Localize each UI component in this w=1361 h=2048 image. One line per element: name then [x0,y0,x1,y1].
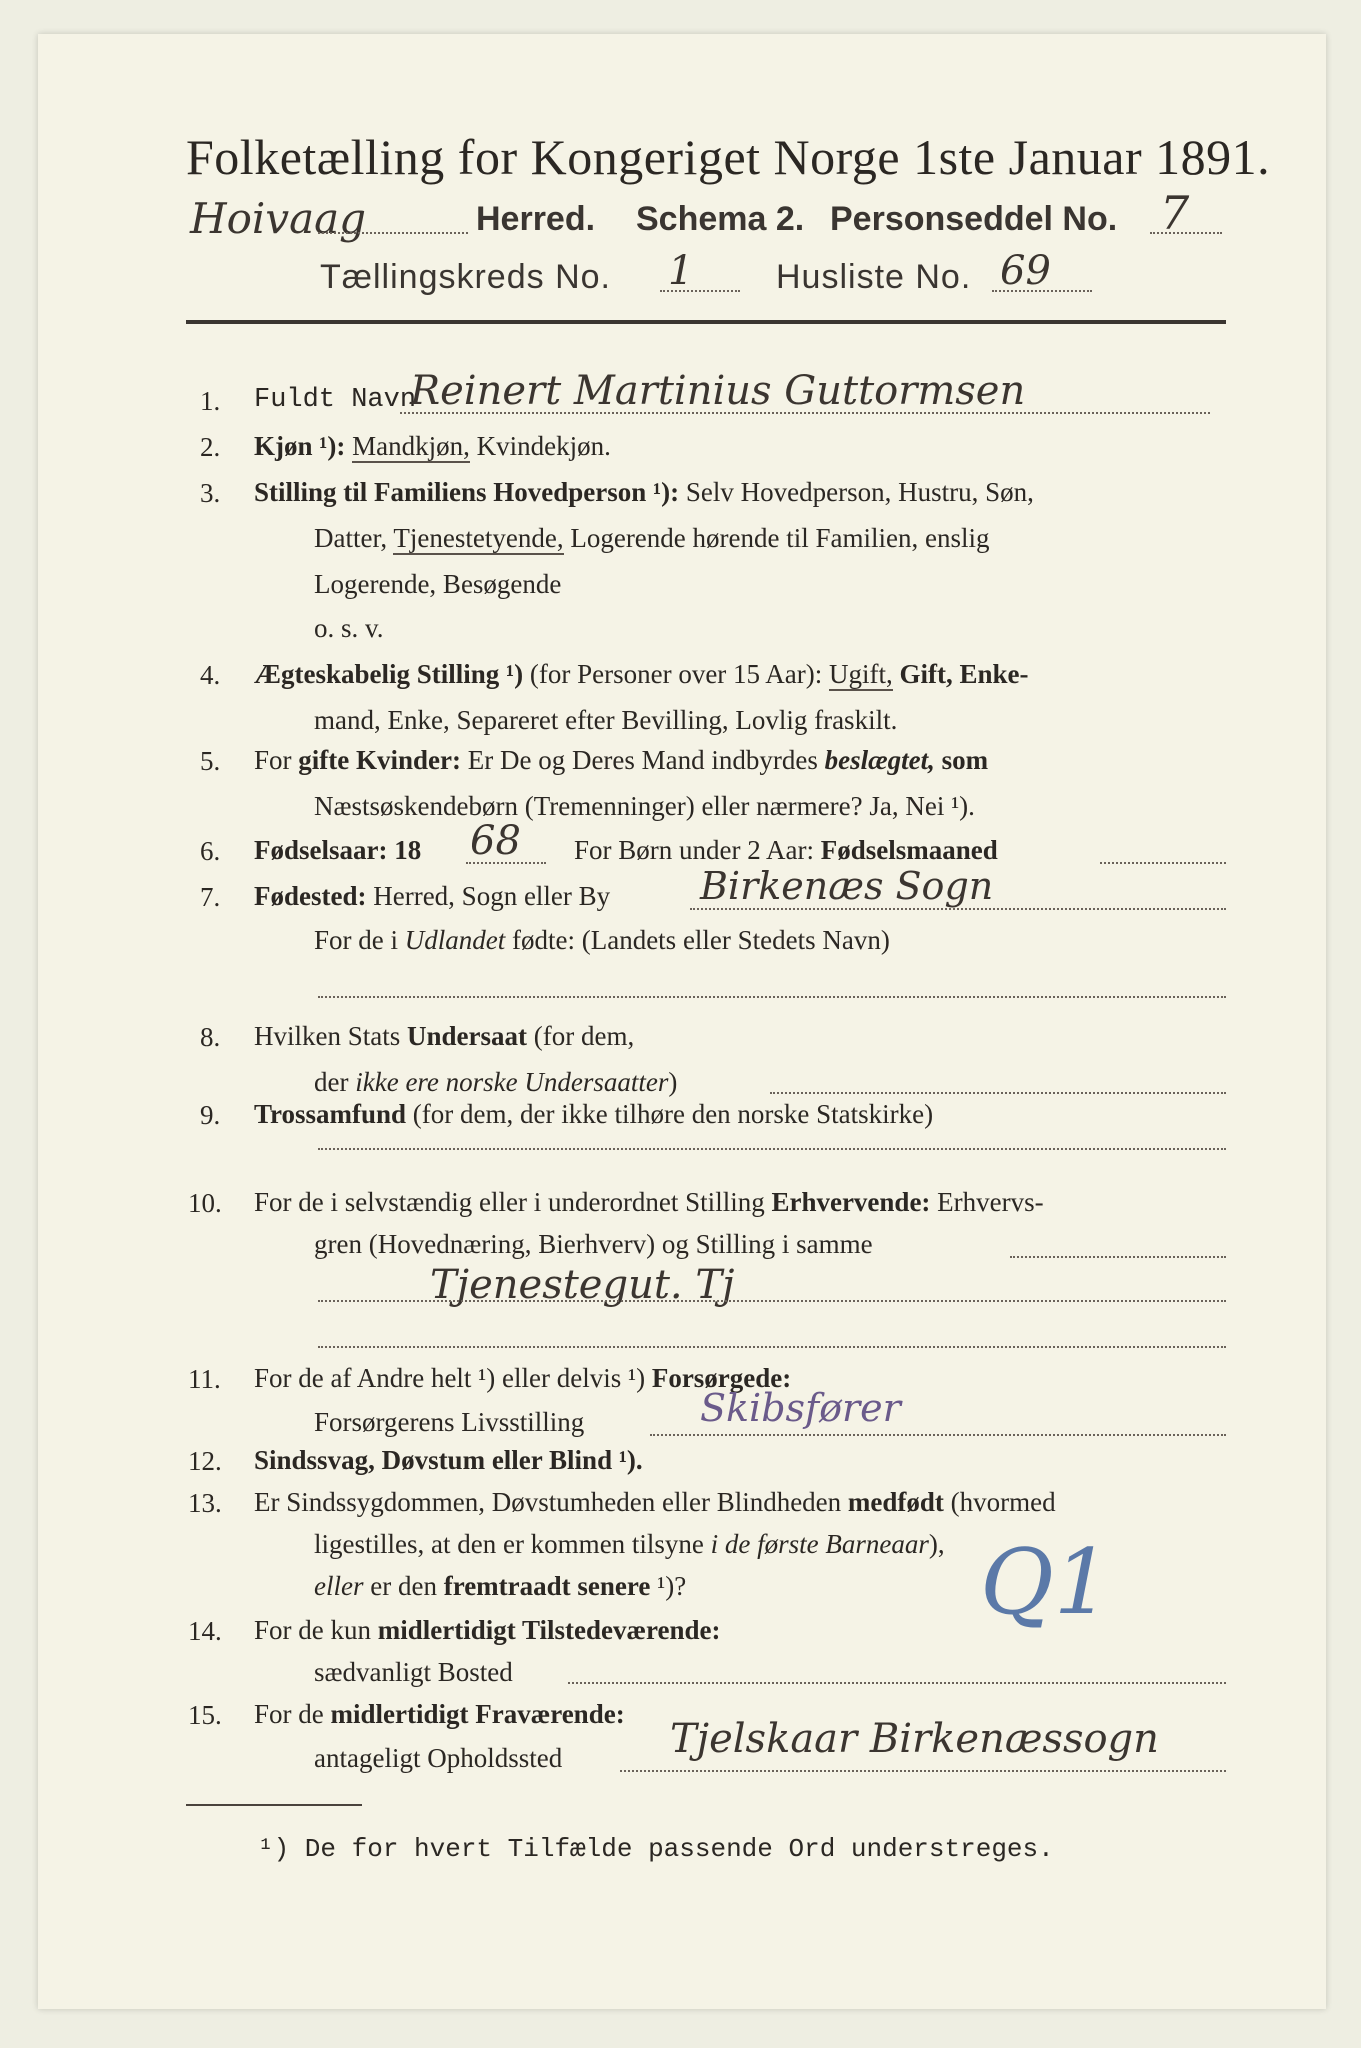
header-rule [186,320,1226,324]
item-13-mark-handwritten: Q1 [980,1530,1112,1635]
footnote-rule [186,1804,362,1806]
item-10-line2: gren (Hovednæring, Bierhverv) og Stilling i samme [314,1229,873,1259]
item-7-line2: For de i Udlandet fødte: (Landets eller Stedets Navn) [314,925,890,955]
item-1-number: 1. [200,386,221,416]
item-9-number: 9. [200,1100,221,1130]
item-4-number: 4. [200,660,221,690]
item-10-occupation-handwritten: Tjenestegut. Tj [430,1262,735,1308]
item-5-number: 5. [200,746,221,776]
item-3-line4: o. s. v. [314,613,384,643]
item-8-line2: der ikke ere norske Undersaatter) [314,1067,678,1097]
husliste-label: Husliste No. [776,258,972,296]
item-3-line3: Logerende, Besøgende [314,569,562,599]
item-14-number: 14. [188,1616,222,1646]
item-2-number: 2. [200,432,221,462]
item-3-line1: Stilling til Familiens Hovedperson ¹): Selv Hovedperson, Hustru, Søn, [254,477,1034,507]
item-11-line2: Forsørgerens Livsstilling [314,1407,585,1437]
item-7-number: 7. [200,882,221,912]
item-9-line1: Trossamfund (for dem, der ikke tilhøre den norske Statskirke) [254,1099,934,1129]
item-8-number: 8. [200,1022,221,1052]
schema-label: Schema 2. [636,200,805,238]
item-4-line2: mand, Enke, Separeret efter Bevilling, Lovlig fraskilt. [314,705,898,735]
footnote: ¹) De for hvert Tilfælde passende Ord understreges. [258,1834,1054,1864]
item-11-line1: For de af Andre helt ¹) eller delvis ¹) Forsørgede: [254,1363,792,1393]
item-13-line1: Er Sindssygdommen, Døvstumheden eller Blindheden medfødt (hvormed [254,1487,1056,1517]
form-title: Folketælling for Kongeriget Norge 1ste Januar 1891. [186,129,1271,185]
kreds-handwritten: 1 [668,248,694,294]
item-6-label: Fødselsaar: 18 [254,835,422,865]
item-1-label: Fuldt Navn [254,385,417,415]
item-8-line1: Hvilken Stats Undersaat (for dem, [254,1021,635,1051]
item-10-number: 10. [188,1188,222,1218]
item-12-number: 12. [188,1446,222,1476]
census-form [38,34,1326,2009]
item-13-number: 13. [188,1488,222,1518]
herred-handwritten: Hoivaag [190,194,367,243]
item-6-rest: For Børn under 2 Aar: Fødselsmaaned [574,835,998,865]
item-5-line1: For gifte Kvinder: Er De og Deres Mand indbyrdes beslægtet, som [254,745,989,775]
item-7-birthplace-handwritten: Birkenæs Sogn [700,864,994,908]
item-13-line3: eller er den fremtraadt senere ¹)? [314,1571,687,1601]
personseddel-handwritten: 7 [1160,186,1190,240]
item-11-provider-handwritten: Skibsfører [700,1386,901,1430]
item-15-line2: antageligt Opholdssted [314,1743,563,1773]
item-15-number: 15. [188,1700,222,1730]
item-3-line2: Datter, Tjenestetyende, Logerende hørende til Familien, enslig [314,523,990,553]
item-14-line2: sædvanligt Bosted [314,1657,513,1687]
item-6-number: 6. [200,836,221,866]
item-4-line1: Ægteskabelig Stilling ¹) (for Personer over 15 Aar): Ugift, Gift, Enke- [254,659,1029,689]
item-1-name-handwritten: Reinert Martinius Guttormsen [410,368,1026,414]
herred-label: Herred. [476,200,596,238]
husliste-handwritten: 69 [1000,248,1051,294]
item-2-text: Kjøn ¹): Mandkjøn, Kvindekjøn. [254,431,611,461]
item-15-whereabouts-handwritten: Tjelskaar Birkenæssogn [670,1716,1159,1762]
item-12-line1: Sindssvag, Døvstum eller Blind ¹). [254,1445,643,1475]
item-14-line1: For de kun midlertidigt Tilstedeværende: [254,1615,721,1645]
item-11-number: 11. [188,1364,221,1394]
item-13-line2: ligestilles, at den er kommen tilsyne i de første Barneaar), [314,1529,945,1559]
item-7-label: Fødested: Herred, Sogn eller By [254,881,611,911]
kreds-label: Tællingskreds No. [320,258,611,296]
personseddel-label: Personseddel No. [830,200,1118,238]
item-5-line2: Næstsøskendebørn (Tremenninger) eller nærmere? Ja, Nei ¹). [314,791,975,821]
item-3-number: 3. [200,478,221,508]
item-10-line1: For de i selvstændig eller i underordnet Stilling Erhvervende: Erhvervs- [254,1187,1044,1217]
item-15-line1: For de midlertidigt Fraværende: [254,1699,625,1729]
item-6-year-handwritten: 68 [470,818,521,864]
